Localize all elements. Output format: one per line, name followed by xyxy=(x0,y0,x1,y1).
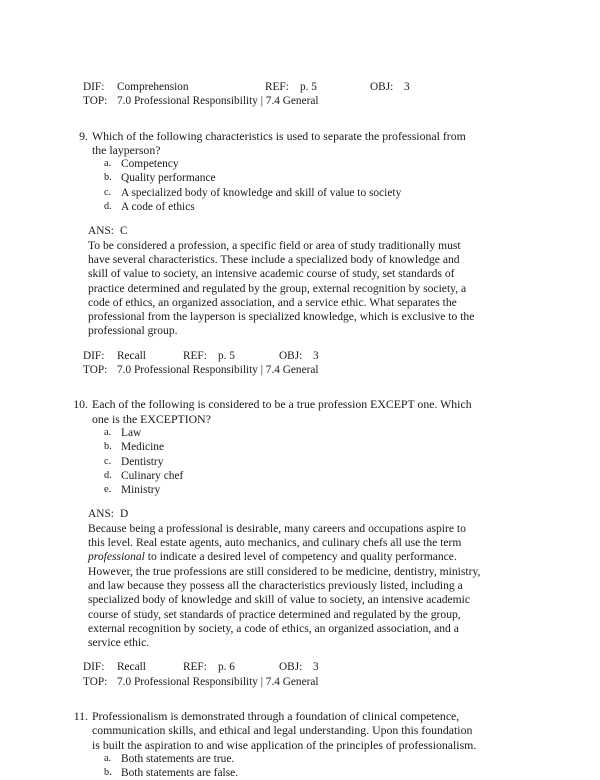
top-label: TOP: xyxy=(83,95,108,108)
answer-option[interactable] xyxy=(0,171,600,185)
metadata-row-dif xyxy=(0,660,600,674)
option-text: Culinary chef xyxy=(121,469,184,482)
option-text: A specialized body of knowledge and skill of value to society xyxy=(121,186,402,199)
option-text: Dentistry xyxy=(121,455,164,468)
option-letter: b. xyxy=(104,172,112,184)
question-text: Which of the following characteristics is used to separate the professional from the layperson? xyxy=(92,128,466,157)
obj-value: 3 xyxy=(404,81,410,93)
ref-label: REF: xyxy=(183,661,207,674)
top-label: TOP: xyxy=(83,675,108,688)
answer-label: ANS: xyxy=(88,225,114,238)
option-text: A code of ethics xyxy=(121,201,195,214)
answer-option[interactable] xyxy=(0,426,600,440)
dif-value: Recall xyxy=(117,661,146,674)
option-letter: e. xyxy=(104,484,112,496)
option-letter: a. xyxy=(104,752,112,764)
option-text: Both statements are false. xyxy=(121,767,239,780)
metadata-block-top xyxy=(0,80,600,109)
answer-option[interactable] xyxy=(0,455,600,469)
question-stem-row xyxy=(0,709,600,752)
spacer xyxy=(0,377,600,397)
dif-label: DIF: xyxy=(83,81,105,93)
option-text: Ministry xyxy=(121,484,161,497)
option-text: Competency xyxy=(121,158,179,171)
ref-value: p. 6 xyxy=(218,661,235,674)
question-stem-row xyxy=(0,397,600,426)
answer-options-list xyxy=(0,426,600,497)
obj-label: OBJ: xyxy=(279,661,303,674)
answer-option[interactable] xyxy=(0,200,600,214)
option-letter: d. xyxy=(104,469,112,481)
metadata-row-dif xyxy=(0,349,600,363)
spacer xyxy=(0,339,600,349)
dif-label: DIF: xyxy=(83,349,105,362)
top-value: 7.0 Professional Responsibility | 7.4 General xyxy=(117,95,319,108)
rationale-segment: To be considered a profession, a specific field or area of study traditionally must have several characteristics. These include a specialized body of knowledge and skill of value to society, an intensive academic course of study, set standards of practice determined and regulated by the group, external recognition by society, a code of ethics, an organized association, and a service ethic. What separates the professional from the layperson is specialized knowledge, which is exclusive to the professional group. xyxy=(88,238,475,338)
metadata-row-top xyxy=(0,94,600,108)
answer-option[interactable] xyxy=(0,752,600,766)
metadata-block xyxy=(0,349,600,378)
spacer xyxy=(0,214,600,224)
option-letter: a. xyxy=(104,158,112,170)
dif-label: DIF: xyxy=(83,661,105,674)
option-letter: b. xyxy=(104,441,112,453)
obj-value: 3 xyxy=(313,661,319,674)
option-letter: c. xyxy=(104,455,112,467)
option-letter: c. xyxy=(104,186,112,198)
answer-value: C xyxy=(119,225,128,238)
dif-value: Recall xyxy=(117,349,146,362)
ref-label: REF: xyxy=(265,81,289,93)
rationale-segment: Because being a professional is desirable, many careers and occupations aspire to this level. Real estate agents, auto mechanics, and culinary chefs all use the term xyxy=(88,521,466,550)
question-stem-row xyxy=(0,129,600,158)
spacer xyxy=(0,650,600,660)
metadata-row-top xyxy=(0,675,600,689)
questions-list xyxy=(0,129,600,780)
option-text: Quality performance xyxy=(121,172,216,185)
answer-option[interactable] xyxy=(0,483,600,497)
top-label: TOP: xyxy=(83,364,108,377)
top-value: 7.0 Professional Responsibility | 7.4 General xyxy=(117,364,319,377)
question-number: 10. xyxy=(73,397,88,412)
answer-option[interactable] xyxy=(0,440,600,454)
top-value: 7.0 Professional Responsibility | 7.4 General xyxy=(117,675,319,688)
dif-value: Comprehension xyxy=(117,81,189,93)
ref-value: p. 5 xyxy=(218,349,235,362)
answer-option[interactable] xyxy=(0,186,600,200)
obj-label: OBJ: xyxy=(370,81,394,93)
question-number: 11. xyxy=(73,708,88,723)
answer-option[interactable] xyxy=(0,766,600,780)
rationale-emphasis: professional xyxy=(88,550,145,564)
option-letter: d. xyxy=(104,201,112,213)
option-letter: b. xyxy=(104,767,112,779)
rationale-segment: to indicate a desired level of competency and quality performance. However, the true professions are still considered to be medicine, dentistry, ministry, and law because they possess all the characteristics previously listed, including a specialized body of knowledge and skill of value to society, an intensive academic course of study, set standards of practice determined and regulated by the group, external recognition by society, a code of ethics, an organized association, and a service ethic. xyxy=(88,550,481,650)
answer-option[interactable] xyxy=(0,157,600,171)
answer-option[interactable] xyxy=(0,469,600,483)
ref-label: REF: xyxy=(183,349,207,362)
metadata-block xyxy=(0,660,600,689)
question-text: Professionalism is demonstrated through a foundation of clinical competence, communication skills, and ethical and legal understanding. Upon this foundation is built the aspiration to and wise application of the principles of professionalism. xyxy=(92,708,477,752)
rationale-text xyxy=(0,239,600,339)
ref-value: p. 5 xyxy=(300,81,317,93)
spacer xyxy=(0,109,600,129)
question-item xyxy=(0,397,600,689)
question-item xyxy=(0,709,600,780)
question-item xyxy=(0,129,600,378)
metadata-row-top xyxy=(0,363,600,377)
answer-value: D xyxy=(119,508,129,521)
answer-row xyxy=(0,224,600,238)
obj-value: 3 xyxy=(313,349,319,362)
rationale-text xyxy=(0,522,600,651)
spacer xyxy=(0,497,600,507)
option-text: Medicine xyxy=(121,441,165,454)
option-text: Both statements are true. xyxy=(121,752,235,765)
document-content xyxy=(0,80,600,780)
answer-options-list xyxy=(0,157,600,214)
metadata-row-dif xyxy=(0,80,600,94)
spacer xyxy=(0,689,600,709)
question-number: 9. xyxy=(79,128,88,143)
option-text: Law xyxy=(121,426,142,439)
answer-row xyxy=(0,507,600,521)
option-letter: a. xyxy=(104,426,112,438)
obj-label: OBJ: xyxy=(279,349,303,362)
answer-label: ANS: xyxy=(88,508,114,521)
question-text: Each of the following is considered to be a true profession EXCEPT one. Which one is the EXCEPTION? xyxy=(92,397,472,426)
